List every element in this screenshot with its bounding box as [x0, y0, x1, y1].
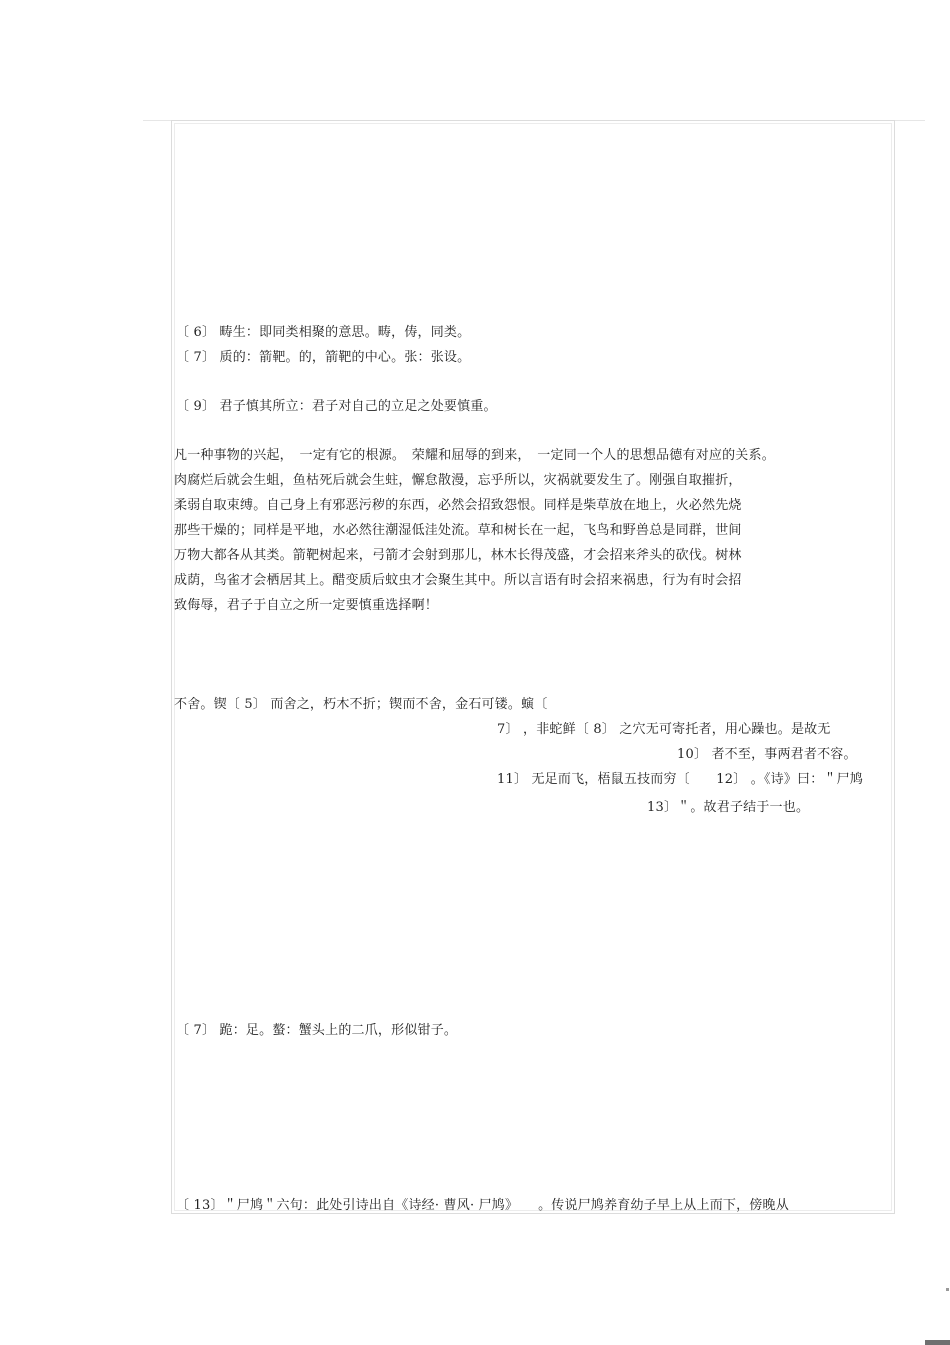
text-line: 成荫，鸟雀才会栖居其上。醋变质后蚊虫才会聚生其中。所以言语有时会招来祸患，行为有时会招: [174, 573, 742, 588]
text-line: 〔 7〕 质的：箭靶。的，箭靶的中心。张：张设。: [176, 350, 471, 365]
scrollbar-thumb[interactable]: [925, 1340, 950, 1345]
text-line: 那些干燥的；同样是平地，水必然往潮湿低洼处流。草和树长在一起，飞鸟和野兽总是同群，世间: [174, 523, 742, 538]
left-rule: [143, 120, 171, 121]
page-frame-inner: [174, 123, 892, 1211]
text-line: 万物大都各从其类。箭靶树起来，弓箭才会射到那儿，林木长得茂盛，才会招来斧头的砍伐。树林: [174, 548, 742, 563]
text-line: 不舍。锲〔 5〕 而舍之，朽木不折；锲而不舍，金石可镂。螾〔: [174, 697, 548, 712]
right-rule: [895, 120, 925, 121]
text-line: 〔 6〕 畴生：即同类相聚的意思。畴，俦，同类。: [176, 325, 471, 340]
text-line: 11〕 无足而飞，梧鼠五技而穷〔 12〕 。《诗》曰：＂尸鸠: [497, 772, 864, 787]
text-line: 〔 7〕 跪：足。螯：蟹头上的二爪，形似钳子。: [176, 1023, 458, 1038]
text-line: 柔弱自取束缚。自己身上有邪恶污秽的东西，必然会招致怨恨。同样是柴草放在地上，火必然先烧: [174, 498, 742, 513]
text-line: 10〕 者不至，事两君者不容。: [677, 747, 857, 762]
text-line: 肉腐烂后就会生蛆，鱼枯死后就会生蛀，懈怠散漫，忘乎所以，灾祸就要发生了。刚强自取摧折，: [174, 473, 742, 488]
text-line: 13〕＂。故君子结于一也。: [647, 800, 810, 815]
page-marker-icon: [946, 1288, 949, 1291]
text-line: 〔 9〕 君子慎其所立：君子对自己的立足之处要慎重。: [176, 399, 497, 414]
text-line: 凡一种事物的兴起， 一定有它的根源。 荣耀和屈辱的到来， 一定同一个人的思想品德有对应的关系。: [174, 448, 775, 463]
text-line: 〔 13〕＂尸鸠＂六句：此处引诗出自《诗经· 曹风· 尸鸠》 。传说尸鸠养育幼子早上从上而下，傍晚从: [176, 1198, 789, 1213]
text-line: 7〕 ，非蛇鲜〔 8〕 之穴无可寄托者，用心躁也。是故无: [497, 722, 831, 737]
text-line: 致侮辱，君子于自立之所一定要慎重选择啊！: [174, 598, 439, 613]
